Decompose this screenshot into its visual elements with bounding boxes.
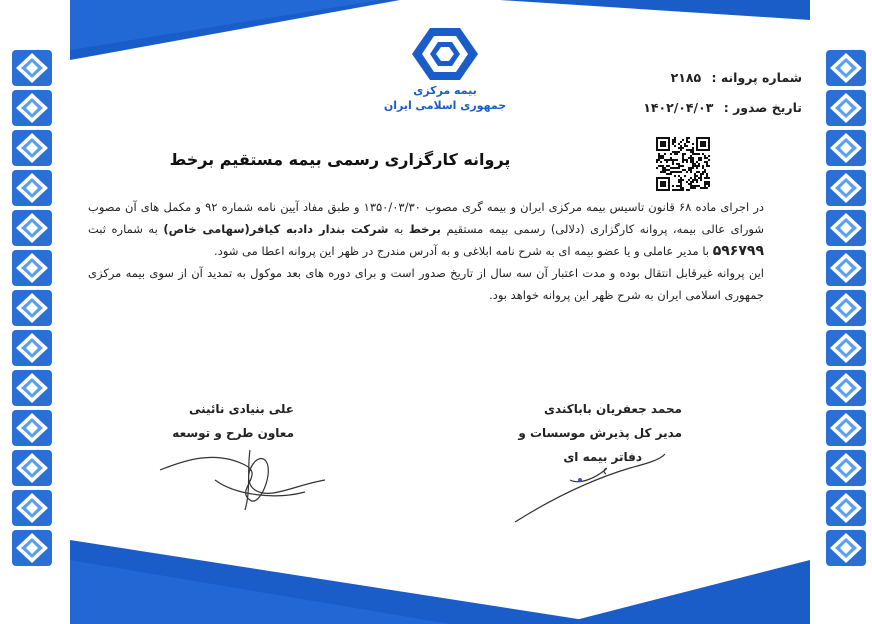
body-p1-text-3: به شماره ثبت (88, 222, 164, 236)
license-number-label: شماره پروانه : (711, 70, 802, 85)
issue-date-label: تاریخ صدور : (723, 100, 802, 115)
diamond-tile-icon (12, 410, 52, 446)
body-p1-company-name: شرکت بندار دادبه کیافر(سهامی خاص) (163, 222, 389, 236)
central-insurance-emblem-icon (410, 26, 480, 82)
diamond-tile-icon (826, 330, 866, 366)
diamond-tile-icon (12, 530, 52, 566)
bottom-left-blue-wedge (70, 540, 610, 624)
top-left-blue-wedge (70, 0, 400, 60)
license-number (671, 70, 802, 85)
diamond-tile-icon (826, 530, 866, 566)
diamond-tile-icon (12, 290, 52, 326)
diamond-tile-icon (12, 370, 52, 406)
diamond-tile-icon (12, 490, 52, 526)
body-p1-text-1: در اجرای ماده ۶۸ قانون تاسیس بیمه مرکزی ایران و بیمه گری مصوب ۱۳۵۰/۰۳/۳۰ و طبق مفاد آیین نامه شماره ۹۲ و مکمل های آن مصوب شورای عالی بیمه، پروانه کارگزاری (دلالی) رسمی بیمه مستقیم (88, 200, 765, 236)
diamond-tile-icon (12, 450, 52, 486)
diamond-tile-icon (12, 90, 52, 126)
body-paragraph-2: این پروانه غیرقابل انتقال بوده و مدت اعتبار آن سه سال از تاریخ صدور است و برای دوره های بعد موکول به تمدید آن از سوی بیمه مرکزی جمهوری اسلامی ایران به شرح ظهر این پروانه خواهد بود. (88, 266, 764, 302)
signatory-1-title-line2: دفاتر بیمه ای (563, 450, 642, 464)
body-paragraph-1 (88, 196, 764, 262)
body-p1-platform: برخط (408, 222, 441, 236)
signatory-1-name: محمد جعفریان باباکندی (543, 402, 682, 416)
logo-text-line1: بیمه مرکزی (413, 84, 477, 97)
diamond-tile-icon (12, 170, 52, 206)
body-p1-registration-number: ۵۹۶۷۹۹ (712, 243, 764, 259)
qr-code-icon (656, 137, 710, 191)
license-body (88, 196, 764, 306)
diamond-tile-icon (12, 250, 52, 286)
body-p1-text-4: با مدیر عاملی و یا عضو بیمه ای به شرح نامه ابلاغی و به آدرس مندرج در ظهر این پروانه اعطا می شود. (214, 244, 713, 258)
body-p1-text-2: به (388, 222, 409, 236)
diamond-tile-icon (12, 330, 52, 366)
diamond-tile-icon (826, 410, 866, 446)
diamond-tile-icon (826, 130, 866, 166)
right-tile-border (826, 50, 872, 566)
diamond-tile-icon (12, 50, 52, 86)
signatory-2-title-line1: معاون طرح و توسعه (172, 426, 294, 440)
document-title: پروانه کارگزاری رسمی بیمه مستقیم برخط (169, 150, 511, 169)
organization-logo (380, 26, 510, 116)
top-right-blue-wedge (500, 0, 810, 20)
issue-date-value: ۱۴۰۲/۰۴/۰۳ (643, 100, 714, 115)
diamond-tile-icon (826, 210, 866, 246)
license-number-value: ۲۱۸۵ (670, 70, 702, 85)
issue-date (643, 100, 802, 115)
left-tile-border (12, 50, 58, 566)
bottom-right-blue-wedge (560, 560, 810, 624)
logo-text-line2: جمهوری اسلامی ایران (383, 99, 507, 112)
diamond-tile-icon (826, 90, 866, 126)
diamond-tile-icon (12, 210, 52, 246)
signatory-1-title-line1: مدیر کل پذیرش موسسات و (518, 426, 682, 440)
diamond-tile-icon (826, 290, 866, 326)
diamond-tile-icon (12, 130, 52, 166)
diamond-tile-icon (826, 250, 866, 286)
diamond-tile-icon (826, 490, 866, 526)
diamond-tile-icon (826, 370, 866, 406)
diamond-tile-icon (826, 450, 866, 486)
diamond-tile-icon (826, 50, 866, 86)
diamond-tile-icon (826, 170, 866, 206)
signature-left (155, 430, 355, 520)
signatory-2-name: علی بنیادی نائینی (188, 402, 294, 416)
signature-right (510, 440, 670, 530)
